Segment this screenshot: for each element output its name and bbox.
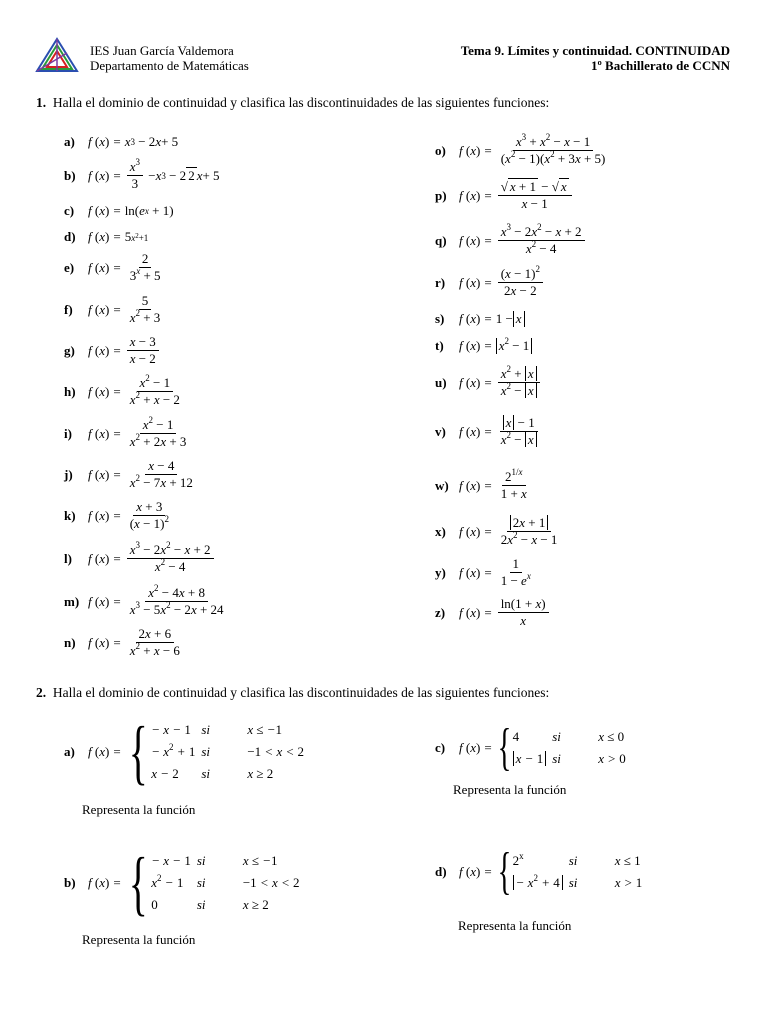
label-f: f)	[64, 301, 73, 317]
label-2c: c)	[435, 740, 446, 755]
function-m: m) f ( x ) = $\frac{x^2 - 4x + 8}{x^3 - 5x^2 - 2x + 24}$	[64, 583, 224, 617]
label-p: p)	[435, 187, 447, 203]
piecewise-c: c) f ( x ) = { 4 si x ≤ 0 x − 1 si x > 0	[435, 719, 626, 776]
label-q: q)	[435, 232, 447, 248]
label-a: a)	[64, 134, 75, 149]
logo	[35, 37, 79, 73]
label-g: g)	[64, 342, 75, 358]
function-c: c) f ( x ) = ln( e x + 1)	[64, 203, 174, 218]
topic-title: Tema 9. Límites y continuidad. CONTINUIDAD	[460, 43, 730, 58]
label-r: r)	[435, 274, 446, 290]
label-v: v)	[435, 423, 446, 439]
question-2-title	[36, 685, 549, 701]
function-f: f) f ( x ) = $\frac{5}{x^2 + 3}$	[64, 293, 161, 325]
function-g: g) f ( x ) = $\frac{x - 3}{x - 2}$	[64, 335, 161, 366]
label-l: l)	[64, 550, 72, 566]
triangle-logo-icon	[35, 37, 79, 73]
label-n: n)	[64, 634, 76, 650]
label-m: m)	[64, 593, 80, 609]
label-e: e)	[64, 259, 75, 275]
label-d: d)	[64, 229, 76, 244]
piecewise-d: d) f ( x ) = { 2$^x$ si x ≤ 1 − $x^2 + 4$ si x > 1	[435, 843, 643, 900]
function-q: q) f ( x ) = $\frac{x^3 - 2x^2 - x + 2}{x^2 - 4}$	[435, 225, 587, 256]
represent-note-c: Representa la función	[453, 782, 567, 797]
function-h: h) f ( x ) = $\frac{x^2 - 1}{x^2 + x - 2}$	[64, 373, 180, 407]
function-u: u) f ( x ) = $\frac{x^2 + x}{x^2 - x}$	[435, 367, 542, 398]
label-b: b)	[64, 167, 76, 183]
label-x: x)	[435, 523, 446, 539]
function-d: d) f ( x ) = 5 $x^2+1$	[64, 229, 149, 244]
represent-note-b: Representa la función	[82, 932, 196, 947]
label-j: j)	[64, 466, 73, 482]
function-x: x) f ( x ) = $\frac{2x + 1}{2x^2 - x - 1}$	[435, 515, 558, 547]
label-w: w)	[435, 477, 449, 493]
question-2-text: Halla el dominio de continuidad y clasifica las discontinuidades de las siguientes funciones:	[52, 685, 550, 700]
label-2d: d)	[435, 864, 447, 879]
piecewise-a: a) f ( x ) = { − x − 1 si x ≤ −1 − $x^2 + 1$ si −1 < x < 2 x − 2 si x ≥ 2	[64, 712, 304, 792]
function-w: w) f ( x ) = $\frac{2^{1/x}}{1 + x}$	[435, 467, 527, 501]
function-n: n) f ( x ) = $\frac{2x + 6}{x^2 + x - 6}$	[64, 626, 180, 658]
represent-note-d: Representa la función	[458, 918, 572, 933]
label-2a: a)	[64, 744, 75, 759]
function-p: p) f ( x ) = $\frac{√ x + 1 - √ x}{x - 1}$	[435, 180, 574, 211]
label-u: u)	[435, 374, 447, 390]
question-1-number: 1.	[36, 95, 47, 110]
label-o: o)	[435, 142, 446, 158]
school-name: IES Juan García Valdemora	[90, 43, 234, 58]
course-title: 1º Bachillerato de CCNN	[591, 58, 730, 73]
label-c: c)	[64, 203, 75, 218]
question-2-number: 2.	[36, 685, 47, 700]
department-name: Departamento de Matemáticas	[90, 58, 249, 73]
function-a: a) f ( x ) = x 3 − 2 x + 5	[64, 134, 179, 149]
label-i: i)	[64, 425, 72, 441]
label-s: s)	[435, 311, 445, 326]
label-k: k)	[64, 507, 76, 523]
function-z: z) f ( x ) = $\frac{\ln(1 + x)}{x}$	[435, 597, 551, 628]
question-1-title	[36, 95, 549, 111]
label-h: h)	[64, 383, 76, 399]
label-y: y)	[435, 564, 446, 580]
function-v: v) f ( x ) = $\frac{x - 1}{x^2 - x}$	[435, 416, 542, 447]
function-l: l) f ( x ) = $\frac{x^3 - 2x^2 - x + 2}{x^2 - 4}$	[64, 543, 216, 574]
function-y: y) f ( x ) = $\frac{1}{1 - e^x}$	[435, 556, 531, 588]
function-o: o) f ( x ) = $\frac{x^3 + x^2 - x - 1}{(x^2 - 1)(x^2 + 3x + 5)}$	[435, 132, 606, 166]
function-e: e) f ( x ) = $\frac{2}{3^x + 5}$	[64, 251, 161, 283]
function-i: i) f ( x ) = $\frac{x^2 - 1}{x^2 + 2x + 3}$	[64, 415, 187, 449]
label-t: t)	[435, 338, 444, 353]
function-s: s) f ( x ) = 1 − x	[435, 311, 525, 327]
function-b: b) f ( x ) = $\frac{x^3}{3}$ − x 3 − 2 2 x + 5	[64, 157, 220, 191]
represent-note-a: Representa la función	[82, 802, 196, 817]
function-t: t) f ( x ) = $x^2 - 1$	[435, 338, 532, 354]
question-1-text: Halla el dominio de continuidad y clasifica las discontinuidades de las siguientes funciones:	[52, 95, 550, 110]
piecewise-b: b) f ( x ) = { − x − 1 si x ≤ −1 $x^2 - 1$ si −1 < x < 2 0 si x ≥ 2	[64, 843, 300, 923]
label-2b: b)	[64, 875, 76, 890]
label-z: z)	[435, 604, 446, 620]
function-r: r) f ( x ) = $\frac{(x - 1)^2}{2x - 2}$	[435, 267, 545, 298]
function-j: j) f ( x ) = $\frac{x - 4}{x^2 - 7x + 12}$	[64, 458, 193, 490]
function-k: k) f ( x ) = $\frac{x + 3}{(x - 1)^2}$	[64, 499, 169, 531]
